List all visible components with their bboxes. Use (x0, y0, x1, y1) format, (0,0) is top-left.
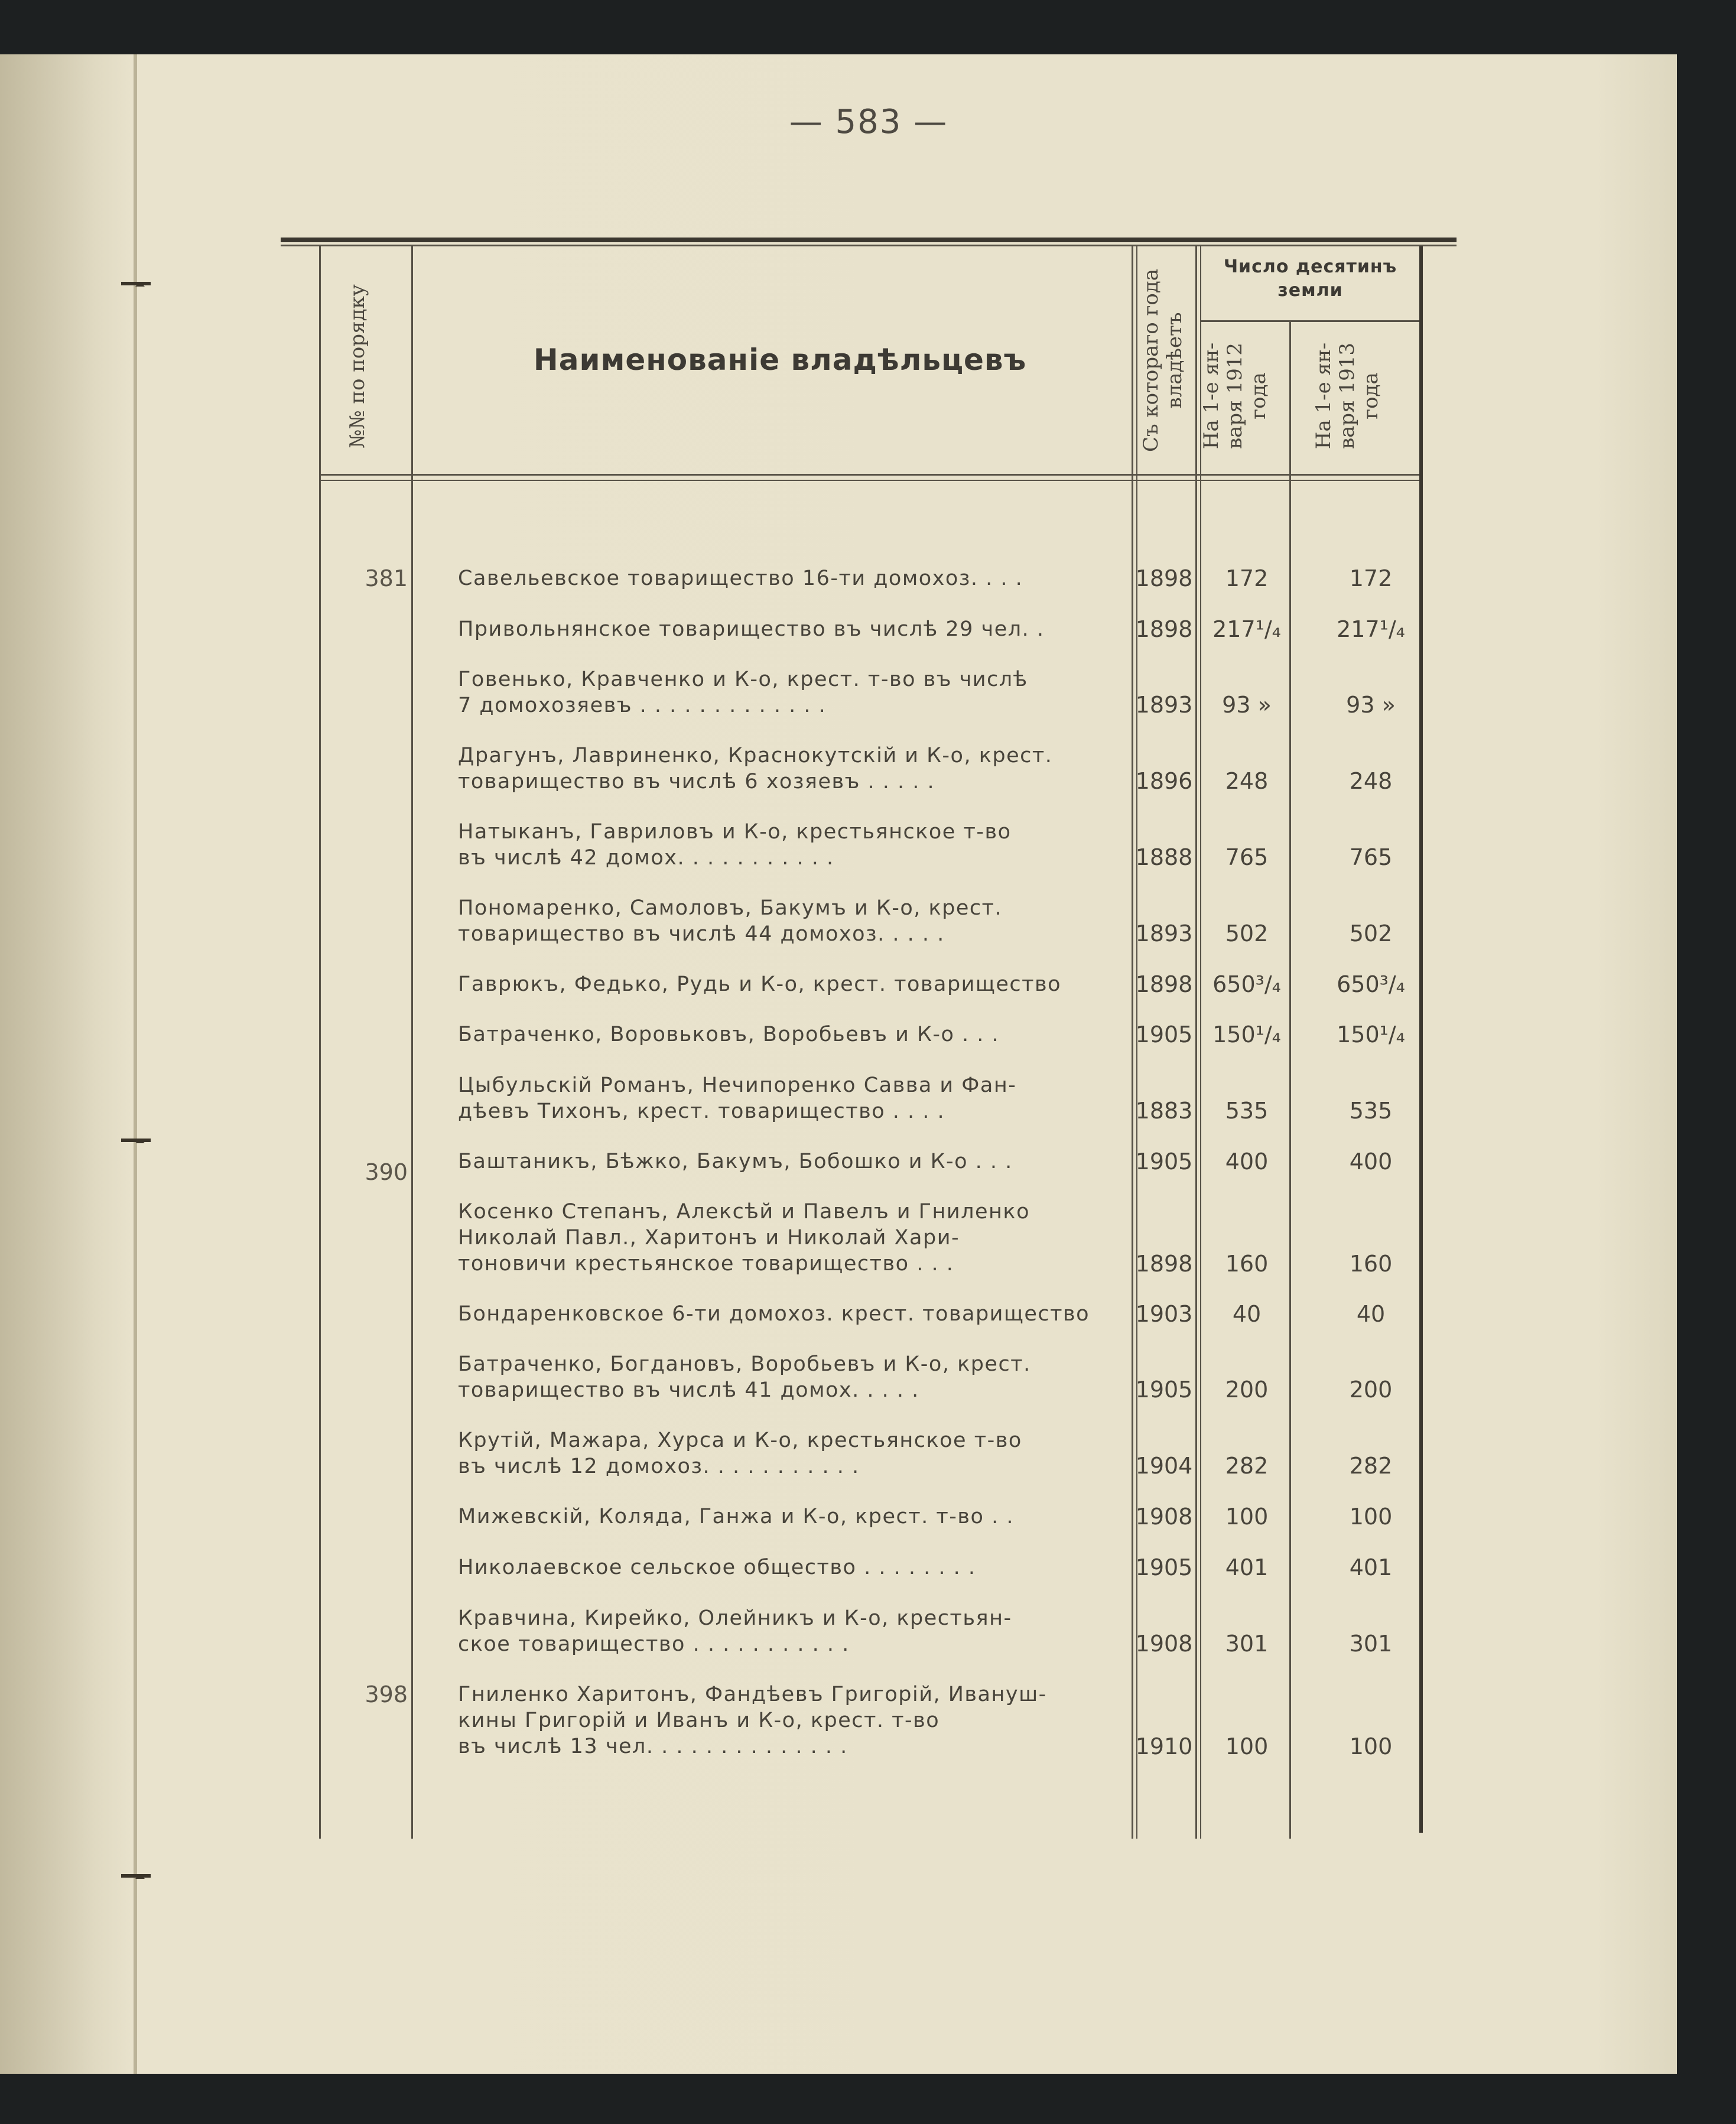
since-year: 1883 (1135, 1098, 1193, 1124)
owner-name: Николаевское сельское общество . . . . . . . . (458, 1556, 976, 1579)
land-1912: 502 (1225, 920, 1269, 946)
header-since-year: Съ котораго года владѣетъ (1139, 268, 1186, 453)
owner-name: Батраченко, Богдановъ, Воробьевъ и К-о, крест. товарищество въ числѣ 41 домох. . . . . (458, 1352, 1031, 1402)
land-1913: 160 (1349, 1251, 1393, 1277)
owner-name: Кравчина, Кирейко, Олейникъ и К-о, крестьян- ское товарищество . . . . . . . . . . . (458, 1606, 1012, 1656)
land-1913: 765 (1349, 844, 1393, 870)
rule-left (319, 246, 321, 1839)
since-year: 1905 (1135, 1149, 1193, 1175)
land-1912: 535 (1225, 1098, 1269, 1124)
table-top-rule-thin (281, 245, 1457, 246)
land-1912: 172 (1225, 565, 1269, 591)
land-1913: 200 (1349, 1377, 1393, 1403)
land-1913: 401 (1349, 1554, 1393, 1580)
land-1912: 150¹/₄ (1212, 1022, 1281, 1048)
header-jan-1913: На 1-е ян- варя 1913 года (1312, 342, 1383, 450)
land-1912: 40 (1232, 1301, 1262, 1327)
land-1912: 217¹/₄ (1212, 616, 1281, 642)
since-year: 1898 (1135, 565, 1193, 591)
owner-name: Натыканъ, Гавриловъ и К-о, крестьянское т-во въ числѣ 42 домох. . . . . . . . . . . (458, 820, 1012, 870)
land-1912: 93 » (1222, 692, 1272, 718)
since-year: 1908 (1135, 1631, 1193, 1657)
owner-name: Привольнянское товарищество въ числѣ 29 чел. . (458, 617, 1045, 641)
land-1913: 650³/₄ (1337, 971, 1405, 997)
land-1912: 160 (1225, 1251, 1269, 1277)
land-1913: 100 (1349, 1504, 1393, 1530)
land-1912: 401 (1225, 1554, 1269, 1580)
land-1912: 100 (1225, 1504, 1269, 1530)
since-year: 1910 (1135, 1733, 1193, 1759)
land-1913: 40 (1356, 1301, 1386, 1327)
land-1913: 100 (1349, 1733, 1393, 1759)
since-year: 1905 (1135, 1022, 1193, 1048)
owner-name: Цыбульскій Романъ, Нечипоренко Савва и Фан- дѣевъ Тихонъ, крест. товарищество . . . . (458, 1074, 1017, 1123)
header-land-group: Число десятинъ земли (1223, 256, 1397, 301)
header-order-no: №№ по порядку (346, 284, 369, 448)
land-1913: 150¹/₄ (1337, 1022, 1405, 1048)
land-1912: 282 (1225, 1453, 1269, 1479)
since-year: 1893 (1135, 692, 1193, 718)
owner-name: Гниленко Харитонъ, Фандѣевъ Григорій, Ивануш- кины Григорій и Иванъ и К-о, крест. т-во въ числѣ 13 чел. . . . . . . . . . . . . . (458, 1683, 1047, 1758)
owner-name: Батраченко, Воровьковъ, Воробьевъ и К-о . . . (458, 1023, 1000, 1046)
since-year: 1898 (1135, 616, 1193, 642)
since-year: 1898 (1135, 1251, 1193, 1277)
land-1913: 535 (1349, 1098, 1393, 1124)
since-year: 1904 (1135, 1453, 1193, 1479)
land-1912: 400 (1225, 1149, 1269, 1175)
land-1912: 100 (1225, 1733, 1269, 1759)
land-1913: 248 (1349, 768, 1393, 794)
owner-name: Пономаренко, Самоловъ, Бакумъ и К-о, крест. товарищество въ числѣ 44 домохоз. . . . . (458, 896, 1003, 946)
land-1913: 172 (1349, 565, 1393, 591)
owner-name: Гаврюкъ, Федько, Рудь и К-о, крест. товарищество (458, 972, 1062, 996)
land-1912: 248 (1225, 768, 1269, 794)
owner-name: Крутій, Мажара, Хурса и К-о, крестьянское т-во въ числѣ 12 домохоз. . . . . . . . . . . (458, 1429, 1022, 1478)
since-year: 1893 (1135, 920, 1193, 946)
land-1913: 400 (1349, 1149, 1393, 1175)
row-number: 381 (365, 565, 408, 591)
since-year: 1896 (1135, 768, 1193, 794)
since-year: 1898 (1135, 971, 1193, 997)
header-bottom-rule-2 (319, 480, 1419, 481)
owner-name: Мижевскій, Коляда, Ганжа и К-о, крест. т-во . . (458, 1505, 1014, 1528)
owner-name: Говенько, Кравченко и К-о, крест. т-во въ числѣ 7 домохозяевъ . . . . . . . . . . . . . (458, 668, 1028, 717)
owner-name: Савельевское товарищество 16-ти домохоз. . . . (458, 567, 1023, 590)
owner-name: Баштаникъ, Бѣжко, Бакумъ, Бобошко и К-о . . . (458, 1150, 1013, 1173)
land-1912: 765 (1225, 844, 1269, 870)
land-1912: 200 (1225, 1377, 1269, 1403)
land-1913: 217¹/₄ (1337, 616, 1405, 642)
table-top-rule (281, 238, 1457, 242)
row-number: 398 (365, 1681, 408, 1707)
since-year: 1905 (1135, 1554, 1193, 1580)
rule-1912 (1289, 322, 1291, 1839)
land-1913: 282 (1349, 1453, 1393, 1479)
land-1912: 301 (1225, 1631, 1269, 1657)
rule-num (411, 246, 413, 1839)
row-number: 390 (365, 1159, 408, 1185)
land-1913: 502 (1349, 920, 1393, 946)
header-jan-1912: На 1-е ян- варя 1912 года (1199, 342, 1270, 450)
land-1913: 93 » (1346, 692, 1396, 718)
page-number: — 583 — (789, 103, 948, 141)
owner-name: Бондаренковское 6-ти домохоз. крест. товарищество (458, 1302, 1090, 1326)
owner-name: Косенко Степанъ, Алексѣй и Павелъ и Гниленко Николай Павл., Харитонъ и Николай Хари- тоновичи крестьянское товарищество . . . (458, 1200, 1030, 1276)
land-1913: 301 (1349, 1631, 1393, 1657)
since-year: 1905 (1135, 1377, 1193, 1403)
header-bottom-rule (319, 474, 1419, 476)
since-year: 1903 (1135, 1301, 1193, 1327)
since-year: 1888 (1135, 844, 1193, 870)
rule-land-sub (1200, 320, 1419, 322)
since-year: 1908 (1135, 1504, 1193, 1530)
owner-name: Драгунъ, Лавриненко, Краснокутскій и К-о, крест. товарищество въ числѣ 6 хозяевъ . . . . . (458, 744, 1053, 793)
header-owner-name: Наименованіе владѣльцевъ (533, 343, 1027, 377)
land-1912: 650³/₄ (1212, 971, 1281, 997)
